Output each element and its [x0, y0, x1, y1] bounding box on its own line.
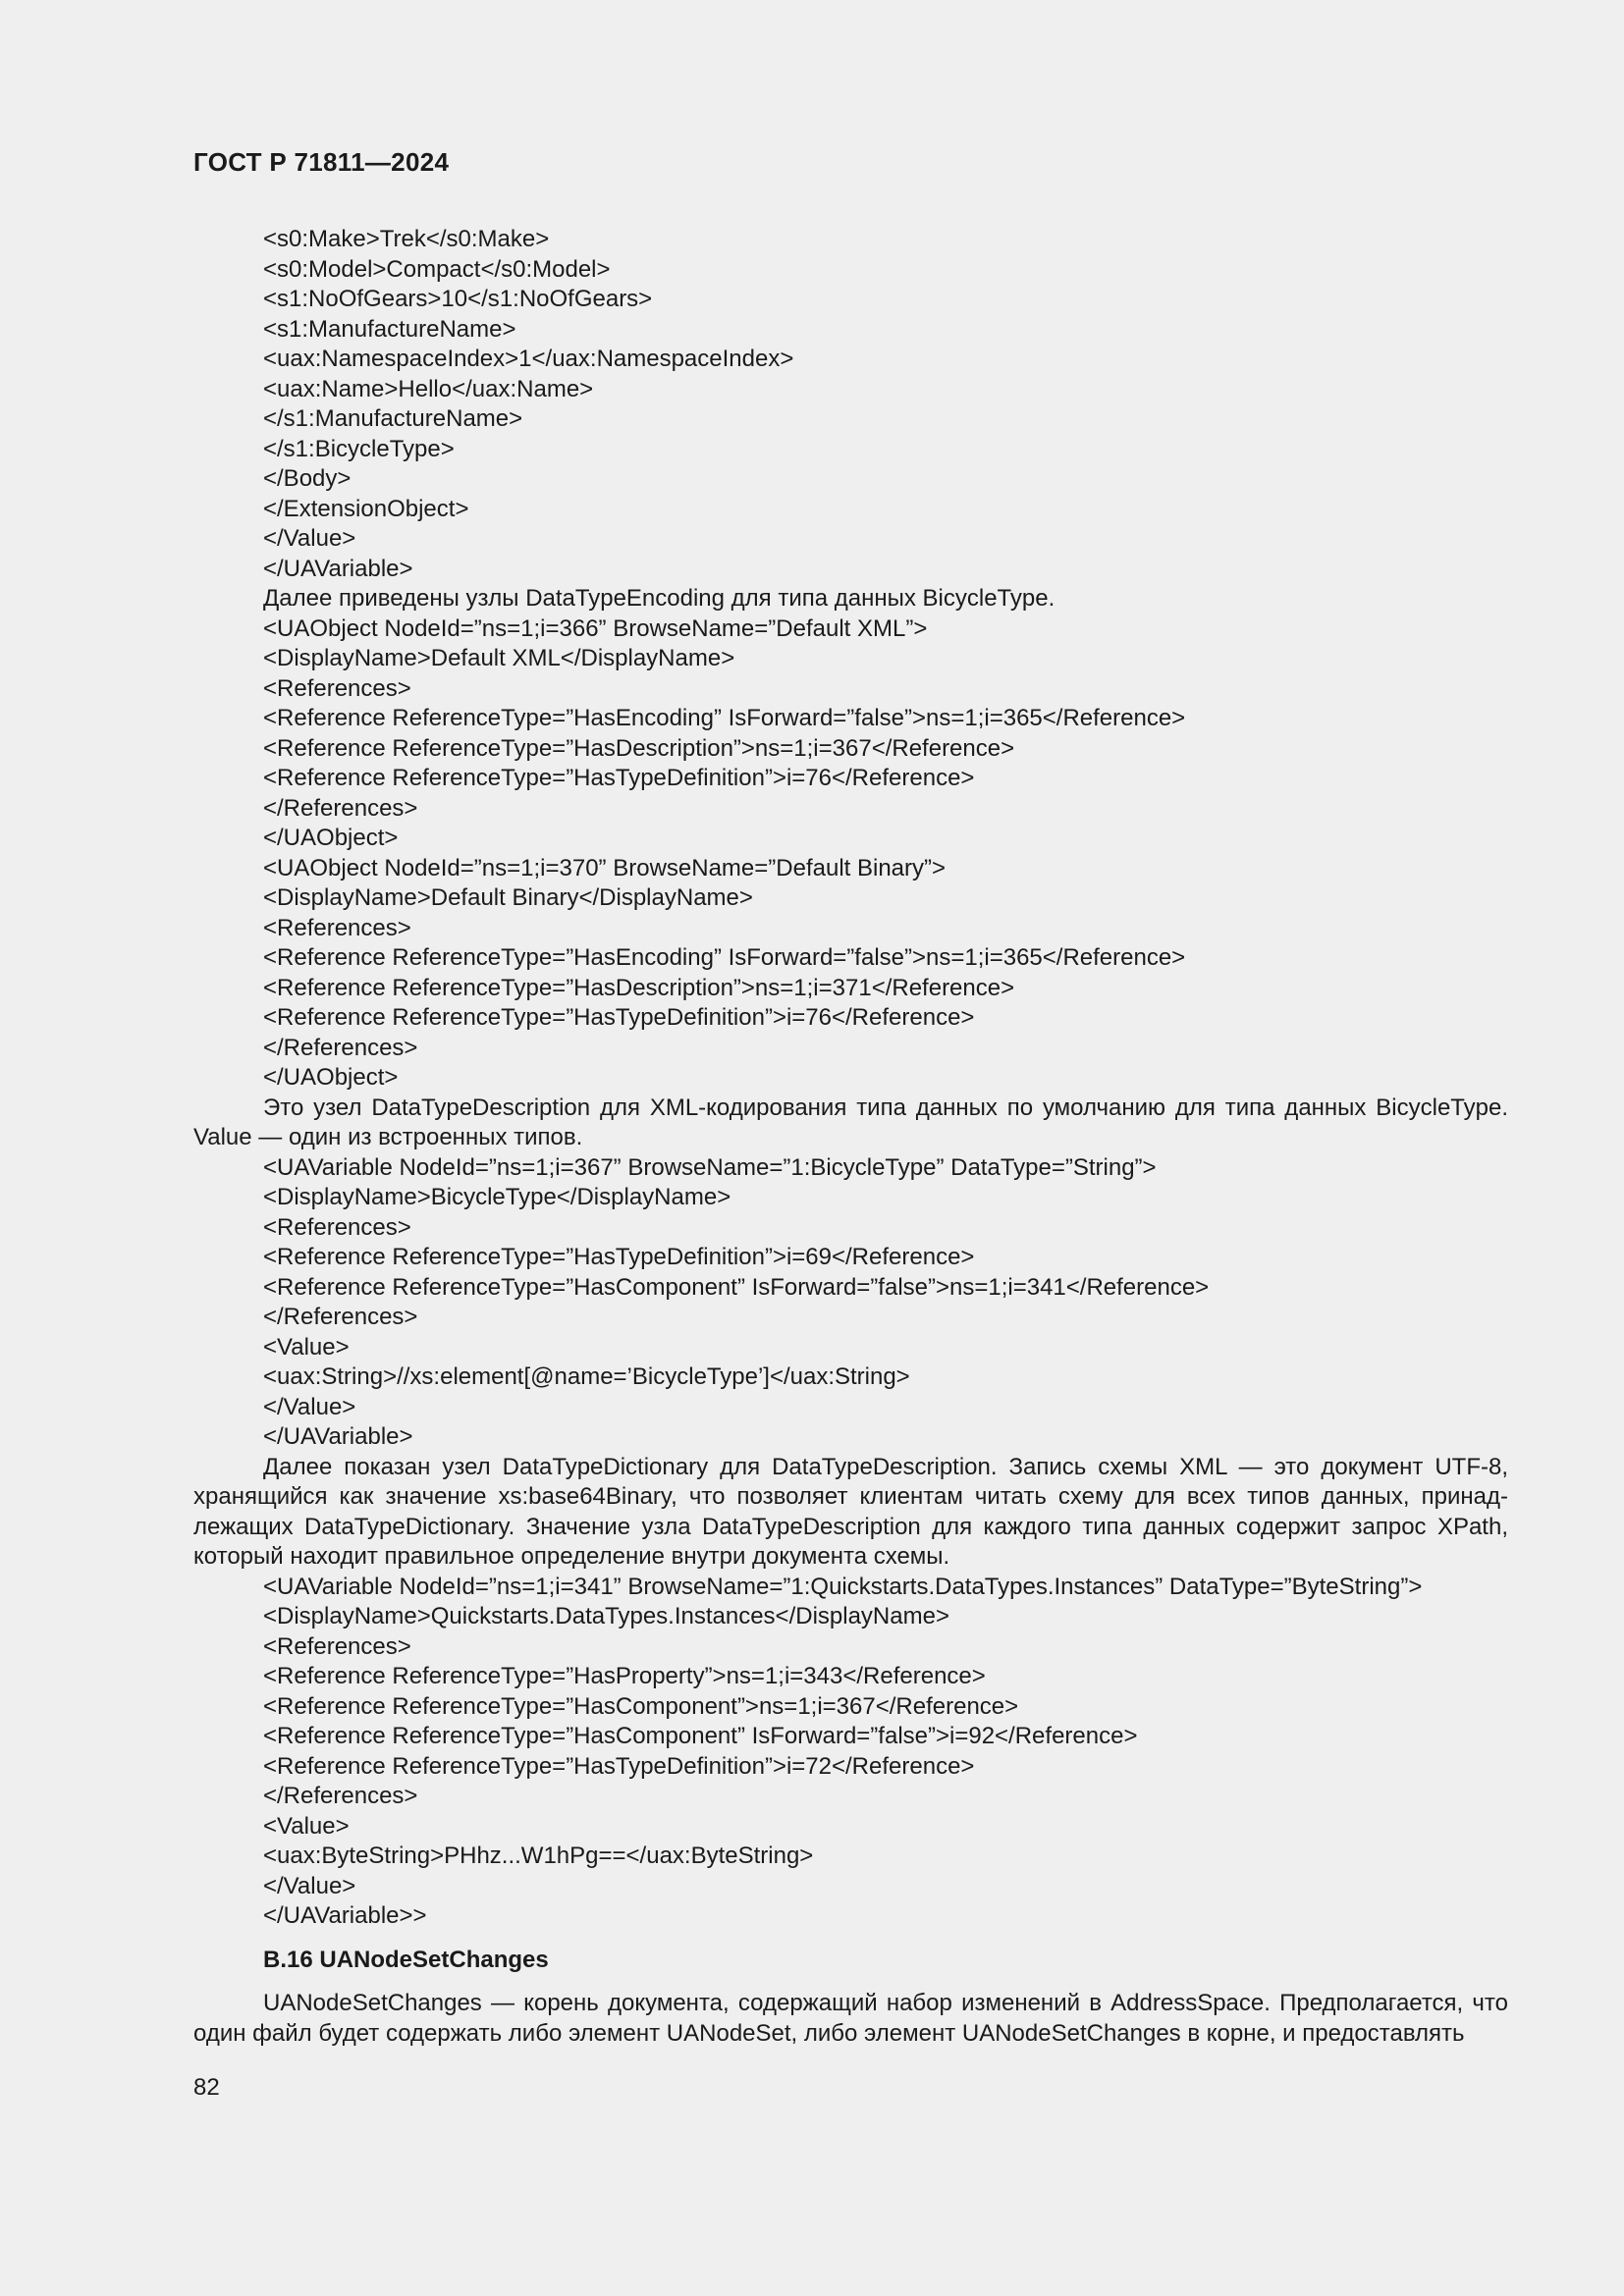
code-block-3 — [193, 1153, 1508, 1453]
code-line: </Value> — [263, 525, 356, 552]
section-paragraph: UANodeSetChanges — корень документа, содержащий набор изменений в AddressSpace. Предполагается, что один файл будет содержать либо элемент UANodeSet, либо элемент UANodeSetChanges в корне, и предоставлять — [193, 1990, 1508, 2047]
section-heading: B.16 UANodeSetChanges — [263, 1946, 549, 1973]
code-line: <UAVariable NodeId=”ns=1;i=341” BrowseName=”1:Quickstarts.DataTypes.Instances” DataType=”ByteString”> — [263, 1573, 1423, 1600]
code-line: <References> — [263, 674, 411, 702]
code-line: <Value> — [263, 1333, 350, 1361]
code-line: <Reference ReferenceType=”HasTypeDefinition”>i=76</Reference> — [263, 1004, 975, 1031]
code-line: </References> — [263, 1783, 418, 1809]
code-line: <s0:Model>Compact</s0:Model> — [263, 255, 611, 283]
code-line: </UAObject> — [263, 825, 399, 851]
body-paragraph: Далее показан узел DataTypeDictionary для DataTypeDescription. Запись схемы XML — это документ UTF-8, хранящийся как значение xs:base64Binary, что позволяет клиентам читать схему для всех типов данных, принадлежащих DataTypeDictionary. Значение узла DataTypeDescription для каждого типа данных содержит запрос XPath, который находит правильное определение внутри документа схемы. — [193, 1453, 1508, 1570]
code-line: <DisplayName>Quickstarts.DataTypes.Instances</DisplayName> — [263, 1603, 949, 1629]
code-line: </UAVariable>> — [263, 1902, 427, 1929]
code-line: <Reference ReferenceType=”HasTypeDefinition”>i=72</Reference> — [263, 1752, 975, 1780]
code-line: <uax:NamespaceIndex>1</uax:NamespaceIndex> — [263, 346, 794, 372]
code-line: <UAVariable NodeId=”ns=1;i=367” BrowseName=”1:BicycleType” DataType=”String”> — [263, 1153, 1157, 1181]
code-line: </UAVariable> — [263, 555, 413, 582]
code-line: <Reference ReferenceType=”HasComponent” IsForward=”false”>ns=1;i=341</Reference> — [263, 1273, 1210, 1301]
code-line: <Reference ReferenceType=”HasEncoding” IsForward=”false”>ns=1;i=365</Reference> — [263, 944, 1186, 971]
code-line: </Body> — [263, 465, 352, 492]
code-line: <uax:Name>Hello</uax:Name> — [263, 375, 594, 402]
code-line: <Reference ReferenceType=”HasComponent” IsForward=”false”>i=92</Reference> — [263, 1723, 1138, 1749]
standard-id-header: ГОСТ Р 71811—2024 — [193, 147, 450, 177]
page-content — [193, 225, 1508, 2049]
code-line: <Reference ReferenceType=”HasComponent”>ns=1;i=367</Reference> — [263, 1692, 1019, 1720]
code-line: <Reference ReferenceType=”HasDescription”>ns=1;i=367</Reference> — [263, 734, 1015, 762]
code-line: <References> — [263, 1213, 411, 1241]
code-block-4 — [193, 1573, 1508, 1932]
code-line: <References> — [263, 914, 411, 941]
code-line: </References> — [263, 1034, 418, 1061]
code-line: </References> — [263, 794, 418, 822]
code-block-1 — [193, 225, 1508, 584]
code-line: </UAObject> — [263, 1064, 399, 1091]
code-line: <Reference ReferenceType=”HasProperty”>ns=1;i=343</Reference> — [263, 1663, 986, 1689]
code-block-2 — [193, 614, 1508, 1094]
code-line: <DisplayName>Default Binary</DisplayName> — [263, 884, 753, 911]
code-line: <s0:Make>Trek</s0:Make> — [263, 226, 550, 252]
code-line: <UAObject NodeId=”ns=1;i=370” BrowseName=”Default Binary”> — [263, 854, 947, 881]
code-line: <uax:ByteString>PHhz...W1hPg==</uax:ByteString> — [263, 1842, 814, 1869]
body-paragraph: Далее приведены узлы DataTypeEncoding для типа данных BicycleType. — [263, 585, 1056, 612]
code-line: <s1:NoOfGears>10</s1:NoOfGears> — [263, 286, 653, 312]
code-line: <Value> — [263, 1812, 350, 1840]
code-line: <Reference ReferenceType=”HasTypeDefinition”>i=69</Reference> — [263, 1244, 975, 1270]
code-line: </ExtensionObject> — [263, 495, 469, 522]
code-line: <DisplayName>Default XML</DisplayName> — [263, 645, 735, 671]
code-line: </s1:ManufactureName> — [263, 405, 523, 432]
code-line: <DisplayName>BicycleType</DisplayName> — [263, 1184, 731, 1210]
code-line: <uax:String>//xs:element[@name=’BicycleType’]</uax:String> — [263, 1363, 910, 1390]
code-line: <References> — [263, 1632, 411, 1660]
code-line: </UAVariable> — [263, 1423, 413, 1450]
code-line: </Value> — [263, 1872, 356, 1899]
code-line: <Reference ReferenceType=”HasDescription”>ns=1;i=371</Reference> — [263, 974, 1015, 1001]
code-line: <s1:ManufactureName> — [263, 315, 516, 343]
page-number: 82 — [193, 2074, 220, 2101]
code-line: </Value> — [263, 1393, 356, 1420]
code-line: <Reference ReferenceType=”HasTypeDefinition”>i=76</Reference> — [263, 765, 975, 791]
code-line: <Reference ReferenceType=”HasEncoding” IsForward=”false”>ns=1;i=365</Reference> — [263, 705, 1186, 731]
code-line: </References> — [263, 1304, 418, 1330]
code-line: </s1:BicycleType> — [263, 435, 455, 462]
body-paragraph: Это узел DataTypeDescription для XML-кодирования типа данных по умолчанию для типа данных BicycleType. Value — один из встроенных типов. — [193, 1094, 1508, 1150]
code-line: <UAObject NodeId=”ns=1;i=366” BrowseName=”Default XML”> — [263, 614, 928, 642]
